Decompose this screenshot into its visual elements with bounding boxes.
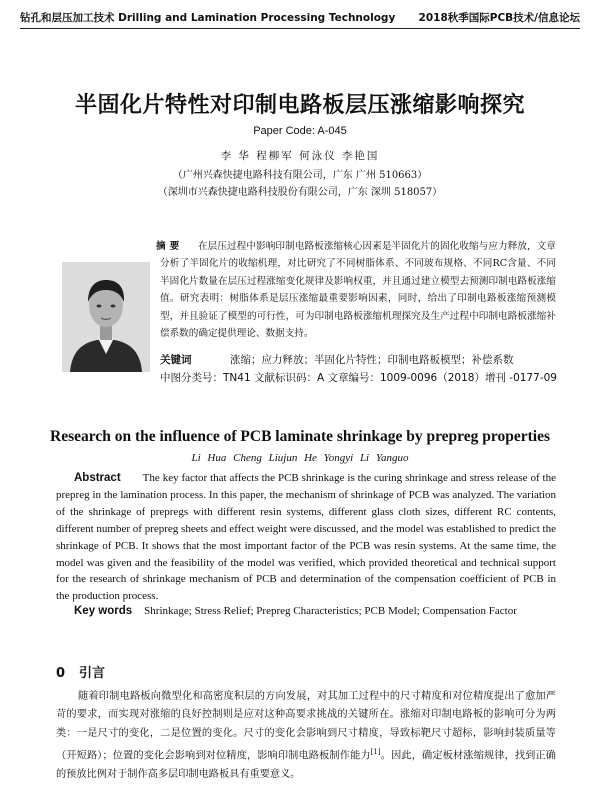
header-rule (20, 28, 580, 29)
header-right: 2018秋季国际PCB技术/信息论坛 (418, 12, 580, 24)
english-keywords (74, 605, 570, 617)
english-abstract-text: The key factor that affects the PCB shrinkage is the curing shrinkage and stress release of the prepreg in the lamination process. In this paper, the mechanism of shrinkage of PCB was analyzed. The variation of the shrinkage of prepregs with different resin systems, different glass cloth sizes, different RC contents, different number of prepreg sheets and effect weight were discussed, and the model was established to predict the shrinkage of PCB. It shows that the most important factor of the PCB was resin systems. At the same time, the model was given and the feasibility of the model was verified, which provided theoretical and technical support for the research of shrinkage mechanism of PCB and determination of the compensation coefficient of PCB in the production process. (56, 472, 556, 603)
english-keywords-label: Key words (74, 605, 133, 617)
chinese-abstract (156, 238, 556, 342)
paper-title: 半固化片特性对印制电路板层压涨缩影响探究 (74, 93, 525, 118)
author-photo (62, 262, 150, 372)
citation-ref: [1] (370, 747, 381, 756)
section-heading (56, 662, 105, 681)
introduction-text-2: 。因此，确定板材涨缩规律，找到正确的预放比例对于制作高多层印制电路板具有重要意义。 (56, 750, 556, 780)
introduction-body (56, 688, 556, 784)
running-header (20, 10, 580, 28)
author-portrait-image (62, 262, 150, 372)
authors: 李 华 程柳军 何泳仪 李艳国 (220, 150, 380, 162)
header-left: 钻孔和层压加工技术 Drilling and Lamination Processing Technology (20, 12, 396, 24)
chinese-keywords (160, 352, 570, 367)
section-title: 引言 (79, 666, 106, 681)
english-abstract-label: Abstract (74, 472, 121, 484)
introduction-text: 随着印制电路板向微型化和高密度积层的方向发展，对其加工过程中的尺寸精度和对位精度提出了愈加严苛的要求，而实现对涨缩的良好控制则是应对这种高要求挑战的关键所在。涨缩对印制电路板的影响可分为两类：一是尺寸的变化，二是位置的变化。尺寸的变化会影响到尺寸精度，导致标靶尺寸超标，影响封装质量等（开短路）；位置的变化会影响到对位精度，影响印制电路板制作能力 (56, 691, 556, 762)
chinese-keywords-text: 涨缩；应力释放；半固化片特性；印制电路板模型；补偿系数 (230, 354, 514, 366)
section-number: 0 (56, 666, 66, 681)
classification-line: 中图分类号：TN41 文献标识码：A 文章编号：1009-0096（2018）增刊 -0177-09 (160, 372, 557, 384)
affiliation-2: （深圳市兴森快捷电路科技股份有限公司，广东 深圳 518057） (157, 187, 443, 198)
introduction-paragraph (56, 688, 556, 784)
affiliation-1: （广州兴森快捷电路科技有限公司，广东 广州 510663） (172, 170, 428, 181)
paper-code: Paper Code: A-045 (253, 125, 347, 137)
english-keywords-text: Shrinkage; Stress Relief; Prepreg Characteristics; PCB Model; Compensation Factor (144, 605, 517, 617)
chinese-keywords-label: 关键词 (160, 354, 192, 366)
english-abstract (56, 470, 556, 605)
english-title: Research on the influence of PCB laminate shrinkage by prepreg properties (50, 428, 550, 445)
chinese-abstract-text: 在层压过程中影响印制电路板涨缩核心因素是半固化片的固化收缩与应力释放，文章分析了半固化片的收缩机理，对比研究了不同树脂体系、不同玻布规格、不同RC含量、不同半固化片数量在层压过程涨缩变化规律及影响权重，并且通过建立模型去预测印制电路板涨缩值。研究表明：树脂体系是层压涨缩最重要影响因素，同时，给出了印制电路板涨缩预测模型，并且验证了模型的可行性，可为印制电路板涨缩机理探究及生产过程中印制电路板涨缩补偿系数的确定提供理论、数据支持。 (160, 241, 556, 340)
chinese-abstract-label: 摘要 (156, 241, 184, 252)
english-authors: Li Hua Cheng Liujun He Yongyi Li Yanguo (191, 452, 409, 464)
